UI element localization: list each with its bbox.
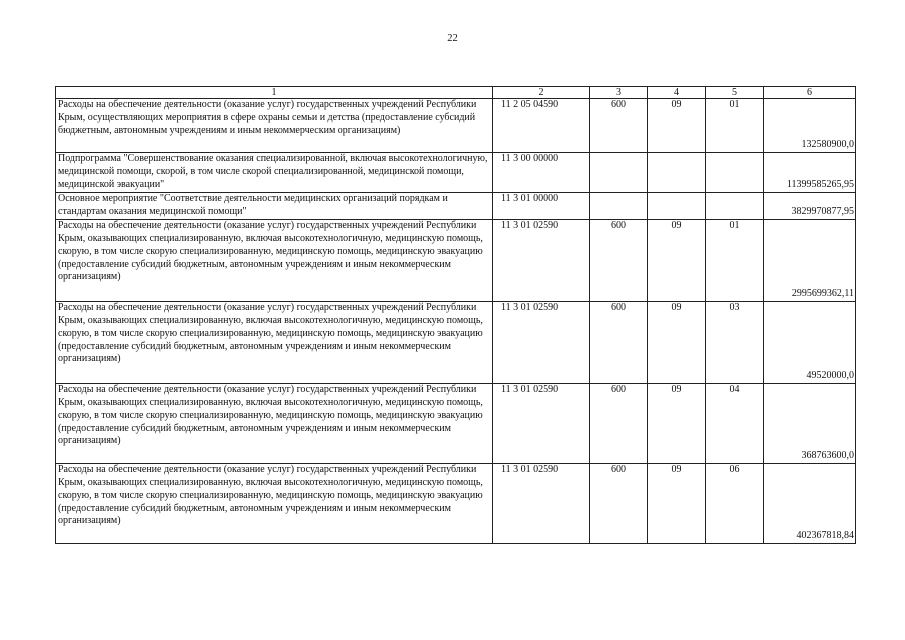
row-name-cell: Расходы на обеспечение деятельности (оказание услуг) государственных учреждений Республики Крым, оказывающих специализированную, включая высокотехнологичную, медицинскую помощь, скорую, в том числе скорую специализированную, медицинскую помощь, медицинскую эвакуацию (предоставление субсидий бюджетным, автономным учреждениям и иным некоммерческим организациям) — [56, 219, 493, 301]
row-code-cell: 11 2 05 04590 — [493, 99, 590, 153]
column-header-6: 6 — [764, 87, 856, 99]
row-code-cell: 11 3 01 02590 — [493, 463, 590, 543]
row-col3-cell: 600 — [590, 99, 648, 153]
row-code-cell: 11 3 01 02590 — [493, 301, 590, 383]
row-name-cell: Подпрограмма "Совершенствование оказания специализированной, включая высокотехнологичную, медицинской помощи, скорой, в том числе скорой специализированной, медицинской помощи, медицинской эвакуации" — [56, 153, 493, 193]
row-col4-cell: 09 — [648, 99, 706, 153]
row-col4-cell: 09 — [648, 219, 706, 301]
page-number: 22 — [447, 33, 458, 44]
row-col4-cell: 09 — [648, 463, 706, 543]
row-code-cell: 11 3 01 02590 — [493, 219, 590, 301]
column-header-3: 3 — [590, 87, 648, 99]
row-amount-cell: 3829970877,95 — [764, 193, 856, 220]
table-row — [56, 193, 856, 220]
header-row — [56, 87, 856, 99]
table-row — [56, 99, 856, 153]
row-col5-cell — [706, 193, 764, 220]
row-col5-cell — [706, 153, 764, 193]
row-amount-cell: 368763600,0 — [764, 383, 856, 463]
row-col3-cell: 600 — [590, 219, 648, 301]
row-code-cell: 11 3 01 00000 — [493, 193, 590, 220]
row-col4-cell — [648, 193, 706, 220]
column-header-4: 4 — [648, 87, 706, 99]
row-col3-cell — [590, 153, 648, 193]
row-amount-cell: 402367818,84 — [764, 463, 856, 543]
row-name-cell: Расходы на обеспечение деятельности (оказание услуг) государственных учреждений Республики Крым, осуществляющих мероприятия в сфере охраны семьи и детства (предоставление субсидий бюджетным, автономным учреждениям и иным некоммерческим организациям) — [56, 99, 493, 153]
row-col3-cell — [590, 193, 648, 220]
row-col5-cell: 06 — [706, 463, 764, 543]
row-amount-cell: 132580900,0 — [764, 99, 856, 153]
row-code-cell: 11 3 00 00000 — [493, 153, 590, 193]
row-col3-cell: 600 — [590, 383, 648, 463]
column-header-5: 5 — [706, 87, 764, 99]
row-name-cell: Основное мероприятие "Соответствие деятельности медицинских организаций порядкам и стандартам оказания медицинской помощи" — [56, 193, 493, 220]
row-col4-cell — [648, 153, 706, 193]
row-name-cell: Расходы на обеспечение деятельности (оказание услуг) государственных учреждений Республики Крым, оказывающих специализированную, включая высокотехнологичную, медицинскую помощь, скорую, в том числе скорую специализированную, медицинскую помощь, медицинскую эвакуацию (предоставление субсидий бюджетным, автономным учреждениям и иным некоммерческим организациям) — [56, 301, 493, 383]
row-amount-cell: 49520000,0 — [764, 301, 856, 383]
row-col4-cell: 09 — [648, 301, 706, 383]
row-col4-cell: 09 — [648, 383, 706, 463]
row-col5-cell: 01 — [706, 219, 764, 301]
row-amount-cell: 2995699362,11 — [764, 219, 856, 301]
table-row — [56, 463, 856, 543]
row-code-cell: 11 3 01 02590 — [493, 383, 590, 463]
row-amount-cell: 11399585265,95 — [764, 153, 856, 193]
row-col5-cell: 01 — [706, 99, 764, 153]
row-col5-cell: 04 — [706, 383, 764, 463]
column-header-2: 2 — [493, 87, 590, 99]
row-col3-cell: 600 — [590, 463, 648, 543]
row-name-cell: Расходы на обеспечение деятельности (оказание услуг) государственных учреждений Республики Крым, оказывающих специализированную, включая высокотехнологичную, медицинскую помощь, скорую, в том числе скорую специализированную, медицинскую помощь, медицинскую эвакуацию (предоставление субсидий бюджетным, автономным учреждениям и иным некоммерческим организациям) — [56, 383, 493, 463]
column-header-1: 1 — [56, 87, 493, 99]
row-name-cell: Расходы на обеспечение деятельности (оказание услуг) государственных учреждений Республики Крым, оказывающих специализированную, включая высокотехнологичную, медицинскую помощь, скорую, в том числе скорую специализированную, медицинскую помощь, медицинскую эвакуацию (предоставление субсидий бюджетным, автономным учреждениям и иным некоммерческим организациям) — [56, 463, 493, 543]
row-col3-cell: 600 — [590, 301, 648, 383]
table-row — [56, 153, 856, 193]
row-col5-cell: 03 — [706, 301, 764, 383]
table-row — [56, 219, 856, 301]
budget-table — [55, 86, 856, 544]
table-row — [56, 383, 856, 463]
table-row — [56, 301, 856, 383]
